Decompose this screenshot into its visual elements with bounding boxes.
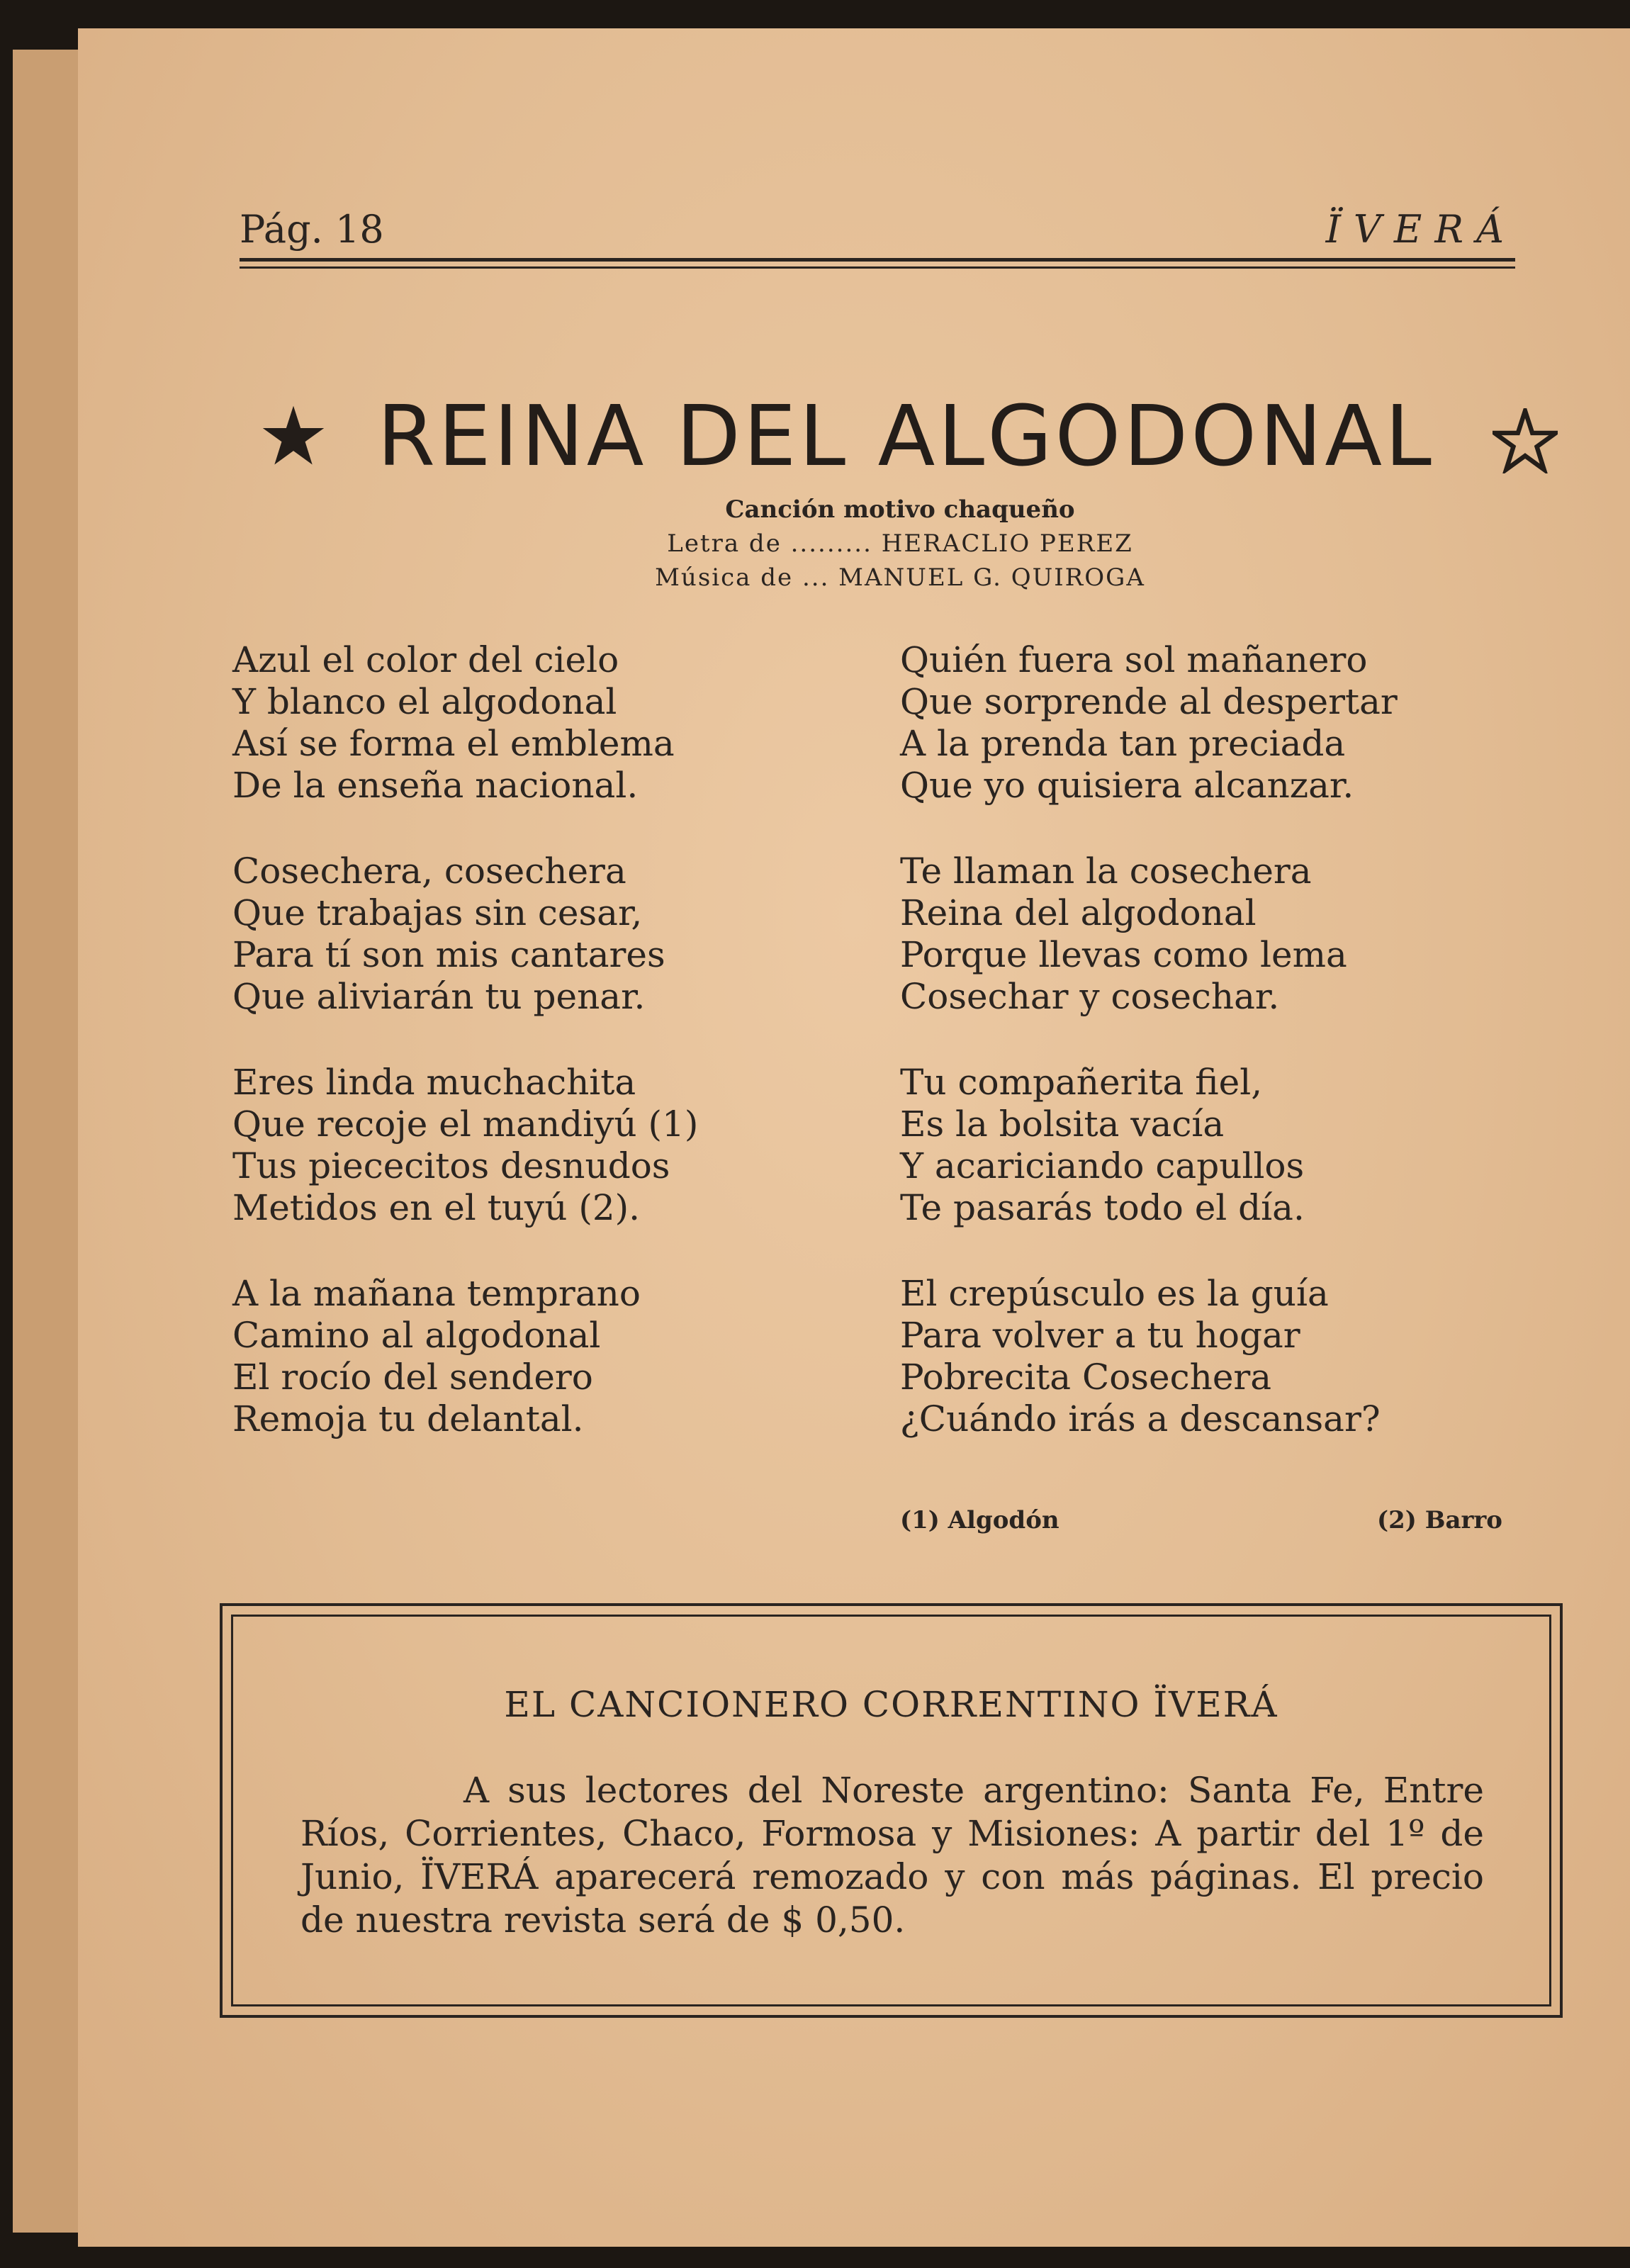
verse-line: El rocío del sendero: [232, 1357, 593, 1398]
verse-line: De la enseña nacional.: [232, 765, 639, 806]
magazine-name: ÏVERÁ: [1325, 207, 1517, 252]
verse-line: ¿Cuándo irás a descansar?: [900, 1398, 1381, 1439]
verse-line: Que yo quisiera alcanzar.: [900, 765, 1354, 806]
verse-line: El crepúsculo es la guía: [900, 1273, 1329, 1314]
stanza: [232, 639, 899, 807]
verse-line: Eres linda muchachita: [232, 1062, 636, 1103]
stanza: [232, 1062, 899, 1229]
song-subtitle: Canción motivo chaqueño: [725, 495, 1075, 524]
stanza: [900, 639, 1538, 807]
song-credits: [475, 493, 1325, 595]
lyrics-credit: Letra de ......... HERACLIO PEREZ: [667, 529, 1133, 558]
title-row: [240, 376, 1572, 496]
notice-box: [220, 1603, 1563, 2018]
verse-line: Remoja tu delantal.: [232, 1398, 584, 1439]
verse-line: Que trabajas sin cesar,: [232, 892, 643, 933]
verse-line: Camino al algodonal: [232, 1315, 601, 1356]
lyrics-column-right: [900, 639, 1538, 1484]
stanza: [232, 850, 899, 1018]
verse-line: Quién fuera sol mañanero: [900, 639, 1368, 680]
verse-line: A la mañana temprano: [232, 1273, 641, 1314]
verse-line: Tus piececitos desnudos: [232, 1145, 670, 1186]
verse-line: Cosechar y cosechar.: [900, 976, 1280, 1017]
page-number: Pág. 18: [240, 207, 384, 252]
verse-line: A la prenda tan preciada: [900, 723, 1346, 764]
verse-line: Porque llevas como lema: [900, 934, 1347, 975]
verse-line: Pobrecita Cosechera: [900, 1357, 1272, 1398]
filled-star-icon: [261, 403, 326, 468]
stanza: [900, 850, 1538, 1018]
outline-star-icon: [1493, 408, 1558, 473]
footnote-2: (2) Barro: [1377, 1506, 1502, 1534]
verse-line: Metidos en el tuyú (2).: [232, 1187, 641, 1228]
stanza: [900, 1062, 1538, 1229]
footnote-1: (1) Algodón: [900, 1506, 1060, 1534]
music-credit: Música de ... MANUEL G. QUIROGA: [655, 563, 1145, 592]
verse-line: Y blanco el algodonal: [232, 681, 617, 722]
header-rule-top: [240, 258, 1515, 262]
stanza: [232, 1273, 899, 1440]
verse-line: Te pasarás todo el día.: [900, 1187, 1305, 1228]
header-rule-bottom: [240, 266, 1515, 269]
verse-line: Que recoje el mandiyú (1): [232, 1104, 699, 1145]
stanza: [900, 1273, 1538, 1440]
verse-line: Y acariciando capullos: [900, 1145, 1305, 1186]
verse-line: Cosechera, cosechera: [232, 850, 626, 892]
verse-line: Que sorprende al despertar: [900, 681, 1398, 722]
verse-line: Azul el color del cielo: [232, 639, 619, 680]
lyrics-column-left: [232, 639, 899, 1484]
verse-line: Tu compañerita fiel,: [900, 1062, 1263, 1103]
verse-line: Así se forma el emblema: [232, 723, 675, 764]
song-title: REINA DEL ALGODONAL: [377, 387, 1434, 485]
verse-line: Te llaman la cosechera: [900, 850, 1312, 892]
verse-line: Que aliviarán tu penar.: [232, 976, 646, 1017]
verse-line: Es la bolsita vacía: [900, 1104, 1225, 1145]
verse-line: Para volver a tu hogar: [900, 1315, 1300, 1356]
magazine-page: [78, 28, 1630, 2247]
verse-line: Reina del algodonal: [900, 892, 1257, 933]
notice-body: A sus lectores del Noreste argentino: Santa Fe, Entre Ríos, Corrientes, Chaco, Formosa y Misiones: A partir del 1º de Junio, ÏVERÁ aparecerá remozado y con más páginas. El precio de nuestra revista será de $ 0,50.: [300, 1770, 1484, 1941]
verse-line: Para tí son mis cantares: [232, 934, 665, 975]
notice-title: EL CANCIONERO CORRENTINO ÏVERÁ: [504, 1684, 1278, 1725]
